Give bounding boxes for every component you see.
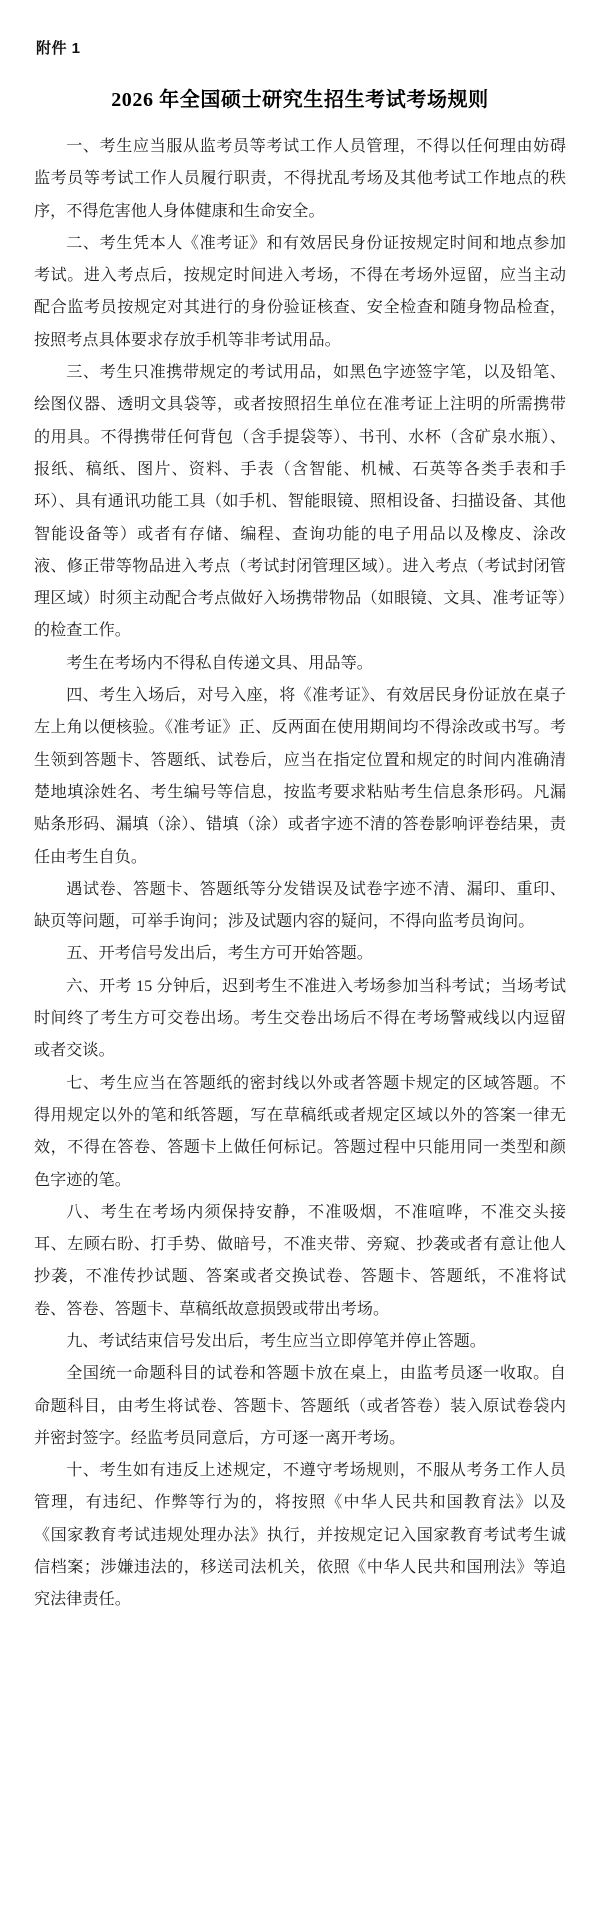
document-body — [30, 131, 570, 1617]
paragraph-9: 七、考生应当在答题纸的密封线以外或者答题卡规定的区域答题。不得用规定以外的笔和纸答题，写在草稿纸或者规定区域以外的答案一律无效，不得在答卷、答题卡上做任何标记。答题过程中只能用同一类型和颜色字迹的笔。 — [34, 1074, 566, 1189]
paragraph-3: 三、考生只准携带规定的考试用品，如黑色字迹签字笔，以及铅笔、绘图仪器、透明文具袋等，或者按照招生单位在准考证上注明的所需携带的用具。不得携带任何背包（含手提袋等）、书刊、水杯（含矿泉水瓶）、报纸、稿纸、图片、资料、手表（含智能、机械、石英等各类手表和手环）、具有通讯功能工具（如手机、智能眼镜、照相设备、扫描设备、其他智能设备等）或者有存储、编程、查询功能的电子用品以及橡皮、涂改液、修正带等物品进入考点（考试封闭管理区域）。进入考点（考试封闭管理区域）时须主动配合考点做好入场携带物品（如眼镜、文具、准考证等）的检查工作。 — [34, 364, 566, 640]
paragraph-1: 一、考生应当服从监考员等考试工作人员管理，不得以任何理由妨碍监考员等考试工作人员履行职责，不得扰乱考场及其他考试工作地点的秩序，不得危害他人身体健康和生命安全。 — [34, 138, 566, 220]
page-title: 2026 年全国硕士研究生招生考试考场规则 — [111, 89, 489, 111]
paragraph-2: 二、考生凭本人《准考证》和有效居民身份证按规定时间和地点参加考试。进入考点后，按规定时间进入考场，不得在考场外逗留，应当主动配合监考员按规定对其进行的身份验证核查、安全检查和随身物品检查，按照考点具体要求存放手机等非考试用品。 — [34, 234, 566, 349]
paragraph-8: 六、开考 15 分钟后，迟到考生不准进入考场参加当科考试；当场考试时间终了考生方可交卷出场。考生交卷出场后不得在考场警戒线以内逗留或者交谈。 — [34, 977, 566, 1060]
paragraph-6: 遇试卷、答题卡、答题纸等分发错误及试卷字迹不清、漏印、重印、缺页等问题，可举手询问；涉及试题内容的疑问，不得向监考员询问。 — [34, 880, 566, 931]
attachment-label: 附件 1 — [36, 40, 81, 57]
paragraph-13: 十、考生如有违反上述规定，不遵守考场规则，不服从考务工作人员管理，有违纪、作弊等行为的，将按照《中华人民共和国教育法》以及《国家教育考试违规处理办法》执行，并按规定记入国家教育考试考生诚信档案；涉嫌违法的，移送司法机关，依照《中华人民共和国刑法》等追究法律责任。 — [34, 1462, 566, 1609]
paragraph-10: 八、考生在考场内须保持安静，不准吸烟，不准喧哗，不准交头接耳、左顾右盼、打手势、做暗号，不准夹带、旁窥、抄袭或者有意让他人抄袭，不准传抄试题、答案或者交换试卷、答题卡、答题纸，不准将试卷、答卷、答题卡、草稿纸故意损毁或带出考场。 — [34, 1203, 566, 1318]
paragraph-7: 五、开考信号发出后，考生方可开始答题。 — [66, 945, 373, 963]
paragraph-12: 全国统一命题科目的试卷和答题卡放在桌上，由监考员逐一收取。自命题科目，由考生将试卷、答题卡、答题纸（或者答卷）装入原试卷袋内并密封签字。经监考员同意后，方可逐一离开考场。 — [34, 1365, 566, 1447]
paragraph-5: 四、考生入场后，对号入座，将《准考证》、有效居民身份证放在桌子左上角以便核验。《准考证》正、反两面在使用期间均不得涂改或书写。考生领到答题卡、答题纸、试卷后，应当在指定位置和规定的时间内准确清楚地填涂姓名、考生编号等信息，按监考要求粘贴考生信息条形码。凡漏贴条形码、漏填（涂）、错填（涂）或者字迹不清的答卷影响评卷结果，责任由考生自负。 — [34, 687, 566, 866]
paragraph-4: 考生在考场内不得私自传递文具、用品等。 — [66, 654, 373, 672]
paragraph-11: 九、考试结束信号发出后，考生应当立即停笔并停止答题。 — [66, 1332, 486, 1350]
